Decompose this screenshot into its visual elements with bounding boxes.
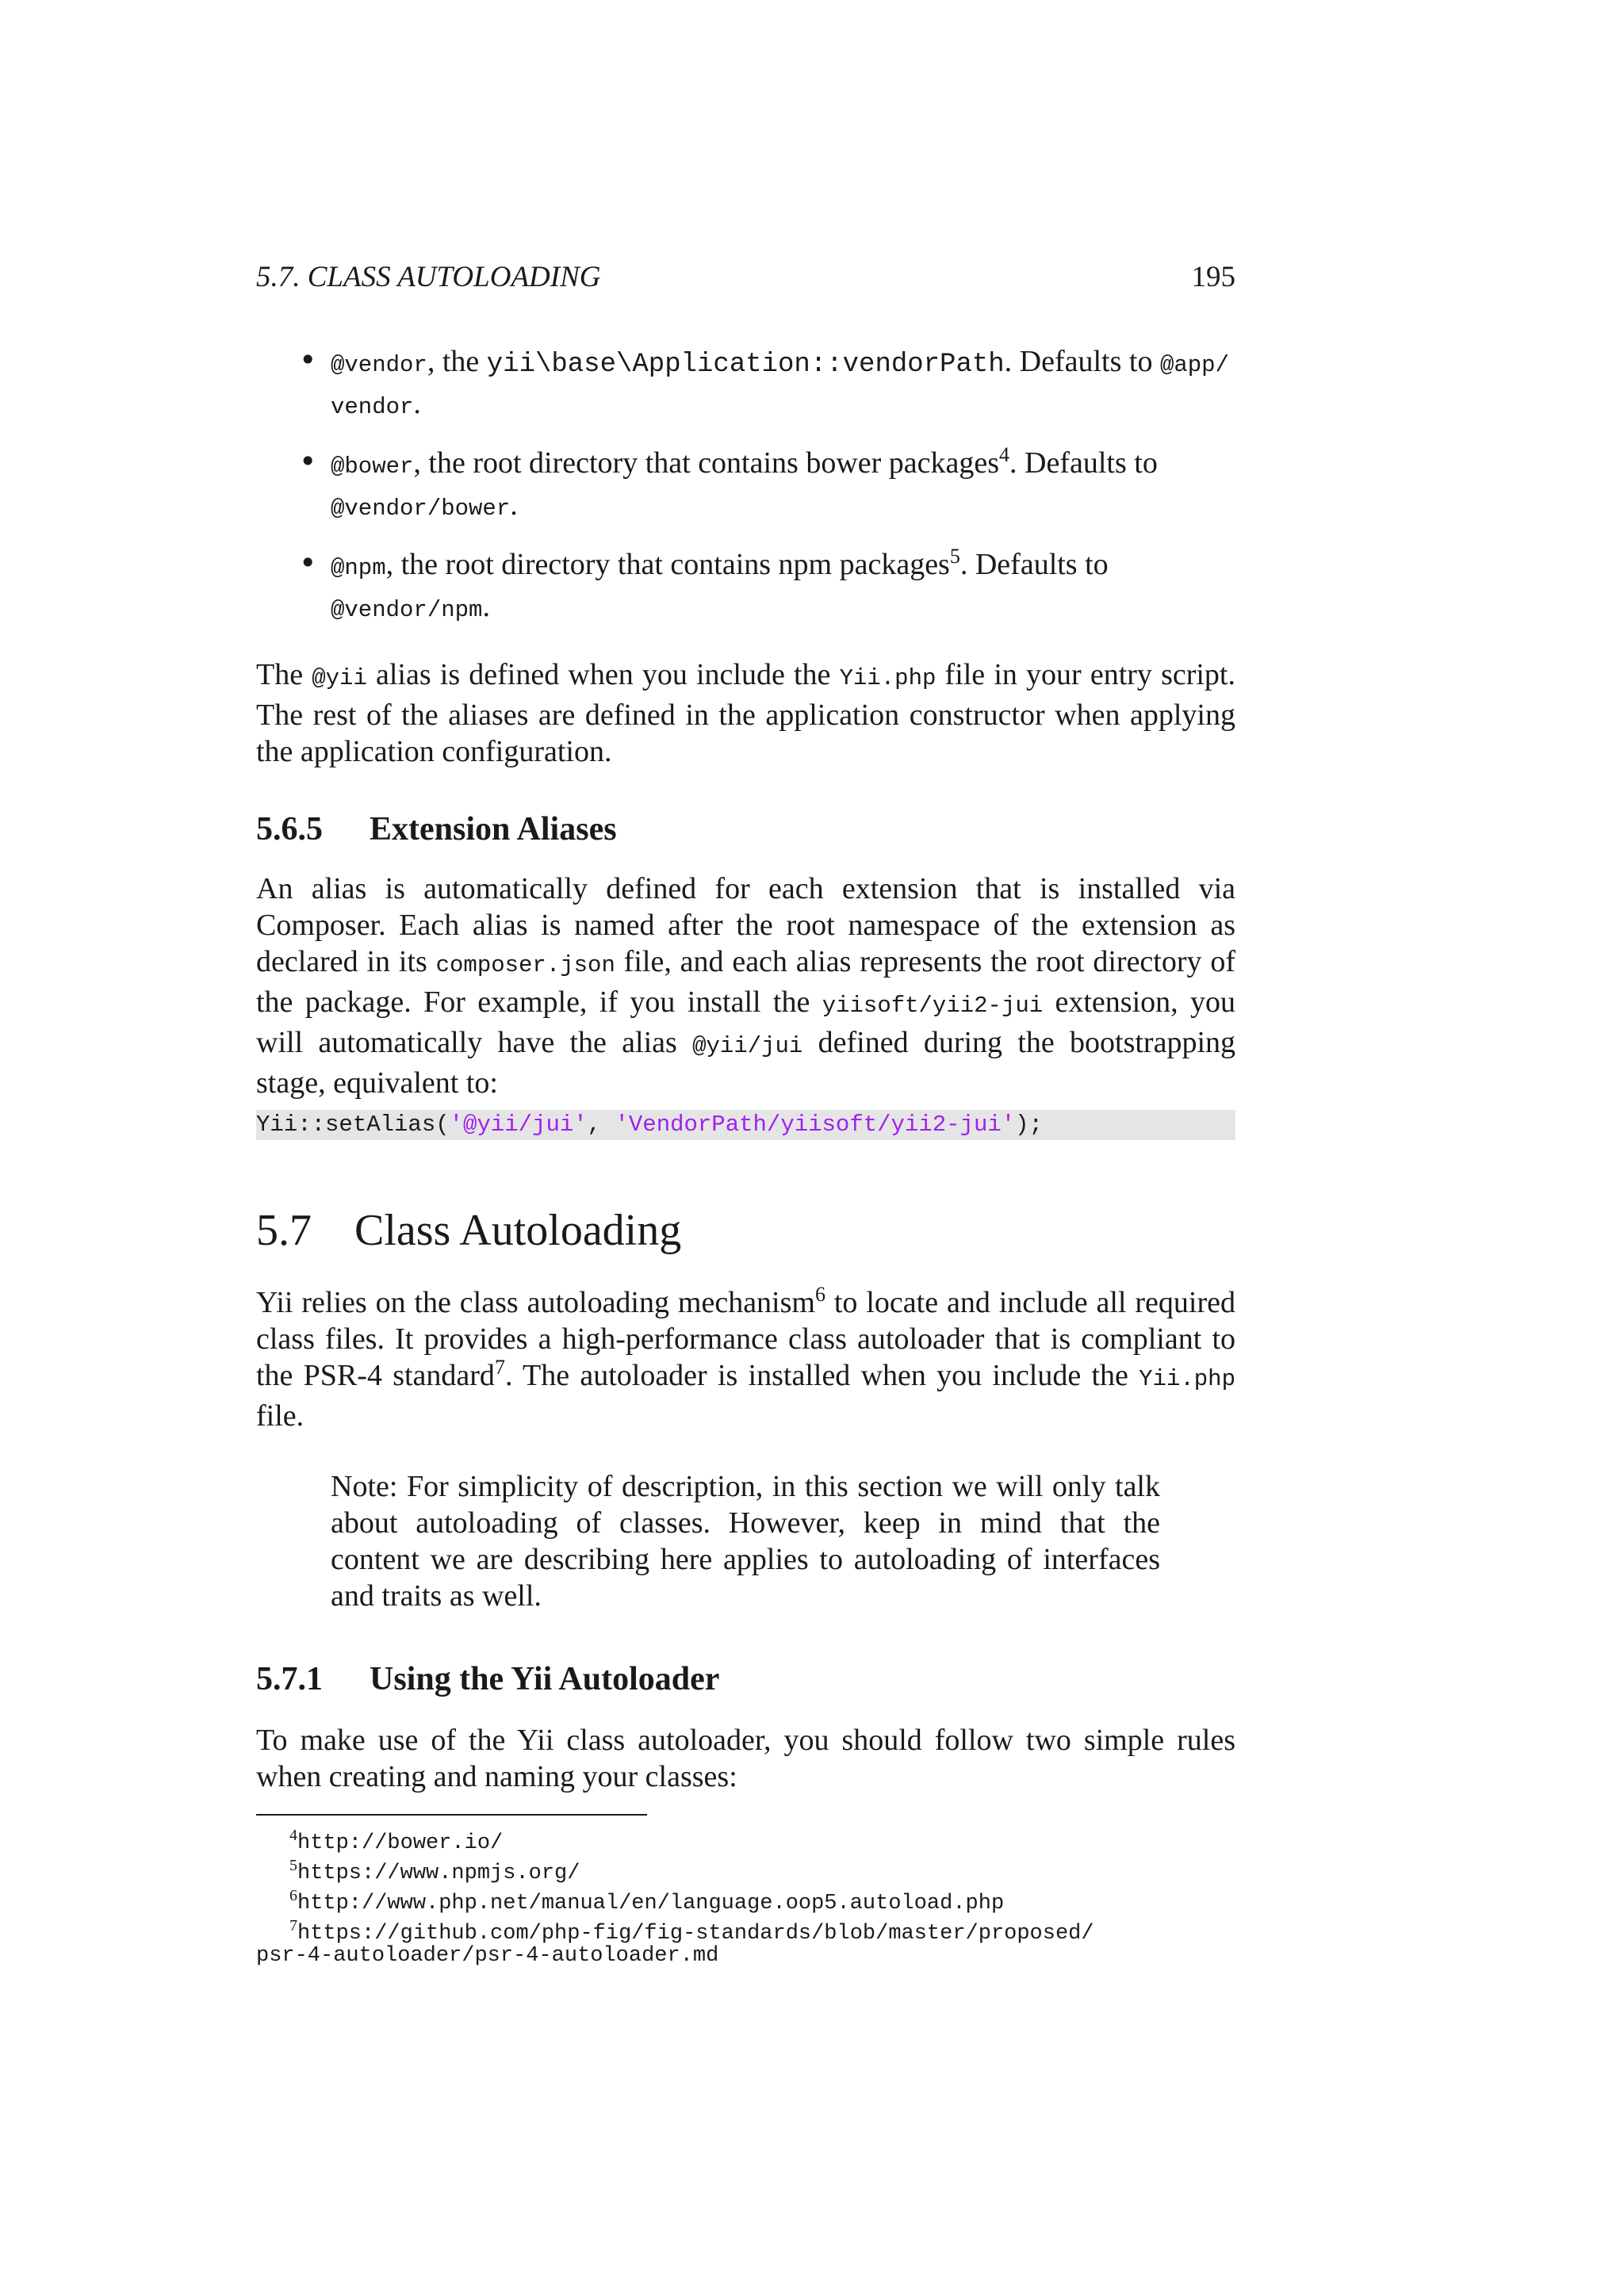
footnote-number: 4 [289,1827,297,1844]
footnote-rule [256,1814,647,1816]
text: . [413,387,421,420]
footnote-number: 6 [289,1887,297,1904]
footnote-link[interactable]: https://www.npmjs.org/ [297,1862,580,1885]
text: , the root directory that contains npm packages [385,548,950,581]
bullet-marker: • [299,342,317,377]
text: Yii relies on the class autoloading mechanism [256,1286,815,1319]
inline-code: @app/ [1159,352,1229,378]
inline-code: @npm [331,555,386,581]
section-heading [256,1205,681,1256]
subsection-number: 5.7.1 [256,1661,323,1697]
inline-code: Yii.php [1139,1366,1235,1392]
inline-code: @vendor/bower [331,496,511,522]
text: to locate and include all required class files. It provides a high-performance class autoloader that is compliant to the PSR-4 standard [256,1286,1235,1392]
code-text: , [587,1112,615,1138]
list-item [331,342,1235,427]
subsection-title: Extension Aliases [370,811,617,848]
footnote-link[interactable]: https://github.com/php-fig/fig-standards/blob/master/proposed/ [297,1922,1094,1946]
note-block: Note: For simplicity of description, in this section we will only talk about autoloading of classes. However, keep in mind that the content we are describing here applies to autoloading of interfaces and traits as well. [331,1470,1160,1613]
subsection-number: 5.6.5 [256,811,323,848]
text: . [510,488,518,522]
inline-code: @bower [331,453,414,480]
bullet-marker: • [299,444,317,479]
header-section-label: 5.7. CLASS AUTOLOADING [256,261,601,293]
text: . The autoloader is installed when you include the [504,1359,1139,1392]
text: file. [256,1399,304,1433]
inline-code: Yii.php [839,665,936,691]
text: . Defaults to [1009,446,1158,480]
footnote-link[interactable]: http://bower.io/ [297,1831,504,1855]
inline-code: @yii [312,665,367,691]
section-title: Class Autoloading [354,1206,682,1255]
text: file in your entry script. The rest of the aliases are defined in the application constructor when applying the application configuration. [256,658,1235,768]
inline-code: @vendor [331,352,427,378]
footnote-number: 7 [289,1917,297,1934]
code-text: ); [1015,1112,1043,1138]
subsection-heading [256,1660,719,1698]
bullet-marker: • [299,545,317,580]
text: , the root directory that contains bower packages [413,446,1000,480]
code-block [256,1110,1235,1140]
code-string: 'VendorPath/yiisoft/yii2-jui' [615,1112,1016,1138]
code-text: Yii::setAlias( [256,1112,450,1138]
footnote-number: 5 [289,1857,297,1874]
paragraph [256,1284,1235,1434]
inline-code: composer.json [435,952,615,978]
text: file, and each alias represents the root directory of the package. For example, if you install the [256,945,1235,1019]
footnote-ref: 5 [949,545,960,568]
inline-code: @vendor/npm [331,597,483,623]
section-number: 5.7 [256,1206,312,1255]
footnote-ref: 6 [814,1283,825,1306]
paragraph [256,871,1235,1101]
subsection-heading [256,810,617,848]
text: . [482,590,490,623]
subsection-title: Using the Yii Autoloader [370,1661,720,1697]
text: . Defaults to [959,548,1109,581]
page-number: 195 [1191,261,1235,293]
inline-code: yii\base\Application::vendorPath [486,350,1005,380]
code-string: '@yii/jui' [449,1112,588,1138]
paragraph: To make use of the Yii class autoloader, you should follow two simple rules when creating and naming your classes: [256,1724,1235,1793]
inline-code: vendor [331,394,414,420]
text: alias is defined when you include the [366,658,840,691]
text: An alias is automatically defined for each extension that is installed via Composer. Each alias is named after the root namespace of the extension as declared in its [256,872,1235,978]
footnote-ref: 7 [494,1356,505,1379]
inline-code: yiisoft/yii2-jui [822,993,1044,1019]
text: The [256,658,312,691]
text: extension, you will automatically have the alias [256,985,1235,1059]
list-item [331,444,1235,528]
footnote-link[interactable]: psr-4-autoloader/psr-4-autoloader.md [256,1944,719,1968]
text: defined during the bootstrapping stage, equivalent to: [256,1026,1236,1100]
text: . Defaults to [1004,345,1160,378]
text: , the [427,345,487,378]
list-item [331,545,1235,629]
running-header [256,260,1235,298]
paragraph [256,656,1235,770]
inline-code: @yii/jui [692,1033,803,1059]
footnote-link[interactable]: http://www.php.net/manual/en/language.oop5.autoload.php [297,1892,1005,1915]
footnote-ref: 4 [999,443,1010,466]
footnote-continuation [256,1941,718,1971]
